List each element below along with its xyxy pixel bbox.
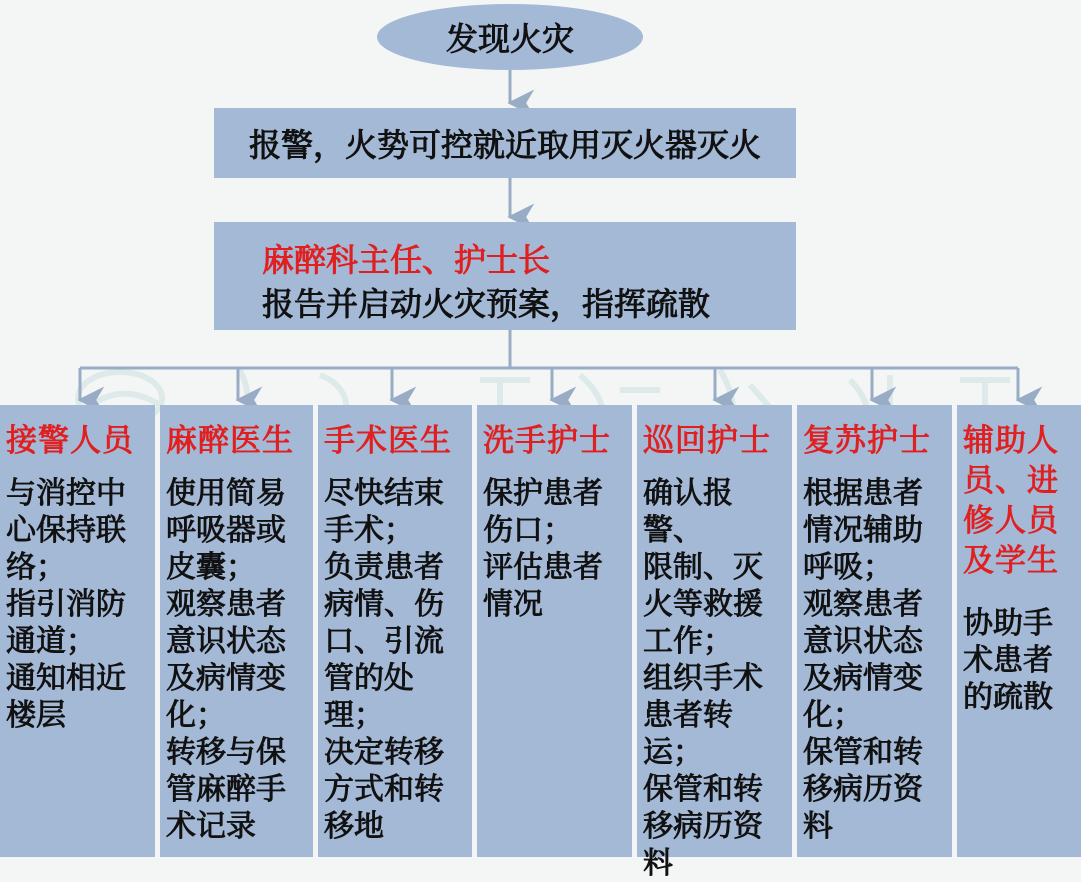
- alarm-node: [214, 108, 796, 178]
- command-node: [214, 222, 796, 330]
- column-body: 根据患者 情况辅助 呼吸； 观察患者 意识状态 及病情变 化； 保管和转 移病历资 料: [803, 476, 923, 844]
- start-node: [377, 4, 643, 70]
- column-head: 洗手护士: [483, 423, 611, 459]
- column-body: 使用简易 呼吸器或 皮囊； 观察患者 意识状态 及病情变 化； 转移与保 管麻醉手 术记录: [166, 476, 286, 844]
- column-alarm-receiver: [0, 405, 155, 857]
- column-recovery-nurse: [797, 405, 952, 857]
- column-body: 保护患者 伤口； 评估患者 情况: [483, 476, 603, 622]
- alarm-label: 报警，火势可控就近取用灭火器灭火: [248, 126, 761, 164]
- column-head: 麻醉医生: [166, 423, 294, 459]
- column-scrub-nurse: [477, 405, 632, 857]
- column-head: 复苏护士: [803, 423, 931, 459]
- column-body: 与消控中 心保持联 络； 指引消防 通道； 通知相近 楼层: [6, 476, 126, 733]
- start-label: 发现火灾: [445, 20, 574, 58]
- column-body: 确认报警、 限制、灭 火等救援 工作； 组织手术 患者转运； 保管和转 移病历资 料: [643, 476, 763, 881]
- column-head: 手术医生: [324, 423, 452, 459]
- command-roles: 麻醉科主任、护士长: [262, 241, 551, 279]
- column-assistants: [957, 405, 1081, 857]
- column-anesthesiologist: [160, 405, 313, 857]
- column-head: 接警人员: [6, 423, 134, 459]
- column-head: 巡回护士: [643, 423, 771, 459]
- column-body: 尽快结束 手术； 负责患者 病情、伤 口、引流 管的处理； 决定转移 方式和转 移地: [324, 476, 444, 844]
- column-body: 协助手 术患者 的疏散: [963, 606, 1053, 715]
- command-action: 报告并启动火灾预案，指挥疏散: [262, 285, 711, 323]
- column-surgeon: [318, 405, 472, 857]
- column-circulating-nurse: [637, 405, 792, 881]
- column-head: 辅助人 员、进 修人员 及学生: [963, 423, 1059, 579]
